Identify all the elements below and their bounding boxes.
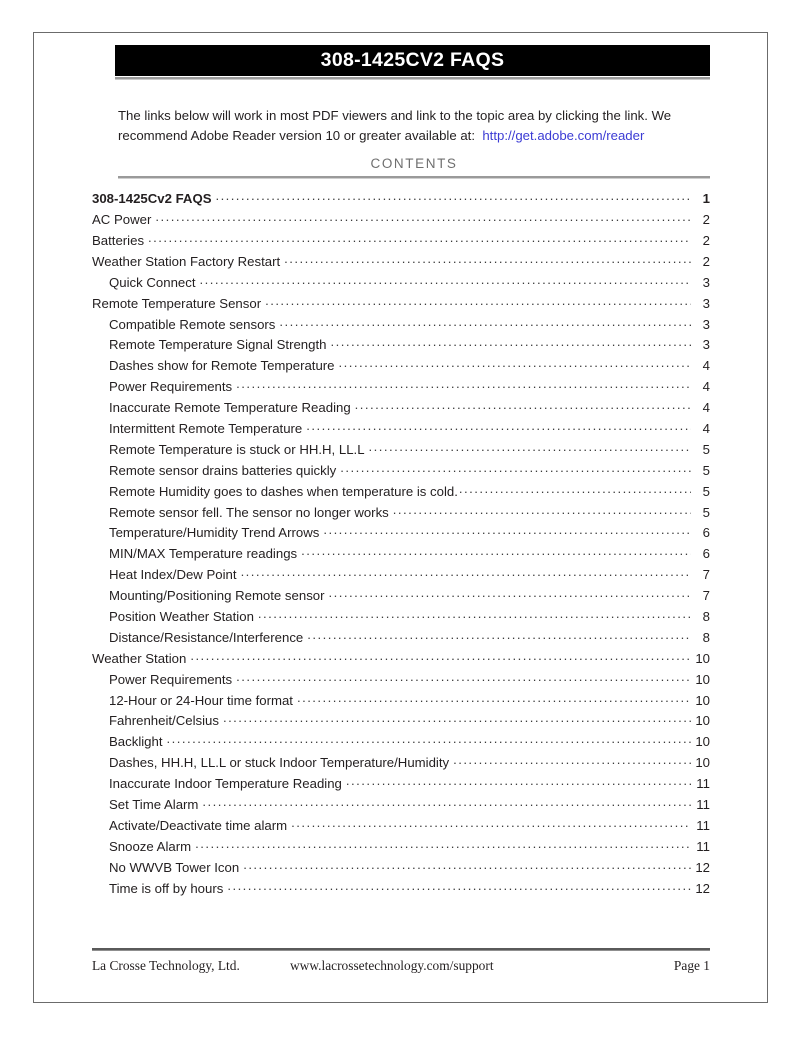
toc-leader-dots: [241, 566, 691, 579]
toc-entry[interactable]: [92, 817, 710, 838]
toc-entry-label: Inaccurate Indoor Temperature Reading: [109, 776, 342, 792]
toc-leader-dots: [265, 294, 691, 307]
toc-entry-label: Compatible Remote sensors: [109, 316, 276, 332]
toc-entry[interactable]: [92, 357, 710, 378]
toc-entry-label: Remote Temperature is stuck or HH.H, LL.L: [109, 441, 365, 457]
intro-paragraph: [118, 106, 710, 146]
toc-entry-label: Weather Station Factory Restart: [92, 253, 281, 269]
toc-entry-page-number: 3: [702, 337, 710, 353]
toc-entry-label: Intermittent Remote Temperature: [109, 420, 303, 436]
toc-entry-page-number: 5: [702, 483, 710, 499]
toc-leader-dots: [453, 754, 691, 767]
footer-divider: [92, 948, 710, 951]
toc-leader-dots: [167, 733, 691, 746]
toc-entry[interactable]: [92, 670, 710, 691]
toc-entry-page-number: 7: [702, 588, 710, 604]
toc-entry[interactable]: [92, 420, 710, 441]
footer-website[interactable]: www.lacrossetechnology.com/support: [290, 958, 494, 973]
toc-entry-page-number: 12: [695, 880, 710, 896]
toc-entry-page-number: 11: [696, 797, 710, 813]
contents-divider: [118, 176, 710, 179]
toc-leader-dots: [148, 232, 691, 245]
contents-heading: CONTENTS: [370, 156, 458, 171]
toc-entry-label: Remote sensor drains batteries quickly: [109, 462, 337, 478]
toc-leader-dots: [236, 378, 691, 391]
toc-entry-page-number: 4: [702, 379, 710, 395]
toc-entry-page-number: 7: [702, 567, 710, 583]
toc-entry[interactable]: [92, 545, 710, 566]
toc-entry-label: MIN/MAX Temperature readings: [109, 546, 298, 562]
toc-entry-label: Remote sensor fell. The sensor no longer works: [109, 504, 389, 520]
toc-leader-dots: [306, 420, 691, 433]
toc-entry-page-number: 4: [702, 358, 710, 374]
toc-leader-dots: [323, 524, 691, 537]
toc-entry-page-number: 2: [702, 232, 710, 248]
toc-entry-page-number: 8: [702, 609, 710, 624]
toc-entry-page-number: 10: [695, 671, 710, 687]
toc-entry-label: Heat Index/Dew Point: [109, 567, 237, 583]
toc-entry[interactable]: [92, 253, 710, 274]
toc-entry[interactable]: [92, 294, 710, 315]
toc-entry-page-number: 8: [702, 629, 710, 645]
title-banner-container: [115, 45, 710, 80]
toc-entry[interactable]: [92, 378, 710, 399]
toc-entry[interactable]: [92, 629, 710, 650]
toc-entry-page-number: 5: [702, 504, 710, 520]
toc-entry-label: Set Time Alarm: [109, 797, 199, 813]
toc-entry-page-number: 2: [702, 212, 710, 228]
toc-leader-dots: [459, 482, 691, 495]
toc-entry[interactable]: [92, 796, 710, 817]
toc-leader-dots: [216, 190, 692, 203]
toc-entry-page-number: 12: [695, 859, 710, 875]
footer-company: La Crosse Technology, Ltd.: [92, 958, 240, 973]
toc-entry-label: Activate/Deactivate time alarm: [109, 817, 288, 833]
toc-entry-page-number: 3: [702, 274, 710, 290]
toc-entry[interactable]: [92, 524, 710, 545]
toc-entry[interactable]: [92, 754, 710, 775]
toc-leader-dots: [243, 859, 691, 872]
toc-entry[interactable]: [92, 691, 710, 712]
toc-leader-dots: [339, 357, 691, 370]
toc-leader-dots: [258, 608, 691, 621]
toc-entry[interactable]: [92, 566, 710, 587]
toc-entry-page-number: 10: [695, 713, 710, 729]
toc-leader-dots: [227, 879, 691, 892]
toc-entry[interactable]: [92, 503, 710, 524]
toc-leader-dots: [346, 775, 691, 788]
toc-entry-label: Time is off by hours: [109, 880, 224, 896]
toc-entry-page-number: 10: [695, 650, 710, 666]
toc-entry-page-number: 5: [702, 462, 710, 478]
toc-entry-page-number: 4: [702, 400, 710, 416]
toc-entry-page-number: 1: [702, 191, 710, 207]
toc-entry-label: Distance/Resistance/Interference: [109, 629, 304, 645]
table-of-contents: [92, 190, 710, 900]
toc-entry-page-number: 3: [702, 295, 710, 311]
toc-entry[interactable]: [92, 441, 710, 462]
toc-leader-dots: [223, 712, 691, 725]
toc-entry[interactable]: [92, 315, 710, 336]
toc-entry[interactable]: [92, 587, 710, 608]
footer-page-number: Page 1: [673, 958, 710, 973]
toc-entry-label: Weather Station: [92, 650, 187, 666]
toc-entry-label: Dashes show for Remote Temperature: [109, 358, 335, 374]
toc-entry-label: Snooze Alarm: [109, 838, 192, 854]
adobe-reader-link[interactable]: http://get.adobe.com/reader: [482, 128, 645, 144]
toc-entry[interactable]: [92, 190, 710, 211]
toc-entry-page-number: 10: [695, 734, 710, 750]
toc-leader-dots: [307, 629, 691, 642]
toc-entry-page-number: 10: [695, 692, 710, 708]
toc-entry[interactable]: [92, 712, 710, 733]
toc-leader-dots: [284, 253, 691, 266]
toc-entry[interactable]: [92, 482, 710, 503]
document-title: 308-1425CV2 FAQS: [115, 45, 710, 76]
toc-entry-page-number: 10: [695, 755, 710, 771]
toc-entry-label: Temperature/Humidity Trend Arrows: [109, 525, 320, 541]
toc-entry-page-number: 5: [702, 441, 710, 457]
toc-leader-dots: [393, 503, 691, 516]
toc-entry-label: AC Power: [92, 212, 152, 228]
toc-entry-page-number: 11: [696, 838, 710, 854]
toc-entry-label: No WWVB Tower Icon: [109, 859, 240, 875]
toc-leader-dots: [291, 817, 691, 830]
toc-entry[interactable]: [92, 733, 710, 754]
toc-leader-dots: [155, 211, 691, 224]
toc-entry-label: Position Weather Station: [109, 609, 254, 624]
toc-entry-label: Backlight: [109, 734, 163, 750]
toc-entry[interactable]: [92, 879, 710, 900]
toc-entry-label: Fahrenheit/Celsius: [109, 713, 219, 729]
toc-entry[interactable]: [92, 274, 710, 295]
toc-entry-label: 308-1425Cv2 FAQS: [92, 191, 212, 207]
toc-leader-dots: [200, 274, 692, 287]
toc-entry-page-number: 11: [696, 817, 710, 833]
toc-entry[interactable]: [92, 211, 710, 232]
toc-entry-label: Dashes, HH.H, LL.L or stuck Indoor Temperature/Humidity: [109, 755, 450, 771]
toc-entry[interactable]: [92, 462, 710, 483]
toc-leader-dots: [190, 650, 691, 663]
toc-entry[interactable]: [92, 650, 710, 671]
title-divider: [115, 77, 710, 80]
toc-leader-dots: [236, 670, 691, 683]
toc-leader-dots: [330, 336, 691, 349]
toc-leader-dots: [369, 441, 691, 454]
toc-entry-label: Remote Temperature Signal Strength: [109, 337, 327, 353]
toc-entry-label: Batteries: [92, 232, 145, 248]
page-footer: [92, 958, 710, 978]
intro-text: The links below will work in most PDF viewers and link to the topic area by clicking the link. We recommend Adobe Reader version 10 or greater available at:: [118, 108, 672, 144]
toc-entry-label: Remote Temperature Sensor: [92, 295, 262, 311]
toc-entry[interactable]: [92, 775, 710, 796]
toc-entry-label: 12-Hour or 24-Hour time format: [109, 692, 293, 708]
toc-leader-dots: [279, 315, 691, 328]
toc-entry-label: Remote Humidity goes to dashes when temperature is cold.: [109, 483, 458, 499]
toc-entry[interactable]: [92, 838, 710, 859]
toc-leader-dots: [301, 545, 691, 558]
toc-leader-dots: [202, 796, 691, 809]
toc-entry-label: Quick Connect: [109, 274, 196, 290]
toc-leader-dots: [297, 691, 691, 704]
toc-entry-label: Power Requirements: [109, 671, 233, 687]
toc-leader-dots: [195, 838, 691, 851]
toc-entry-page-number: 3: [702, 316, 710, 332]
toc-entry-page-number: 2: [702, 253, 710, 269]
toc-entry-page-number: 11: [696, 776, 710, 792]
toc-leader-dots: [340, 462, 691, 475]
toc-entry-label: Mounting/Positioning Remote sensor: [109, 588, 325, 604]
toc-entry-label: Inaccurate Remote Temperature Reading: [109, 400, 351, 416]
toc-entry-page-number: 6: [702, 525, 710, 541]
toc-entry-label: Power Requirements: [109, 379, 233, 395]
toc-entry[interactable]: [92, 336, 710, 357]
toc-entry[interactable]: [92, 608, 710, 629]
toc-entry[interactable]: [92, 399, 710, 420]
toc-entry-page-number: 4: [702, 420, 710, 436]
toc-entry[interactable]: [92, 859, 710, 880]
toc-leader-dots: [355, 399, 691, 412]
toc-leader-dots: [329, 587, 691, 600]
toc-entry[interactable]: [92, 232, 710, 253]
toc-entry-page-number: 6: [702, 546, 710, 562]
